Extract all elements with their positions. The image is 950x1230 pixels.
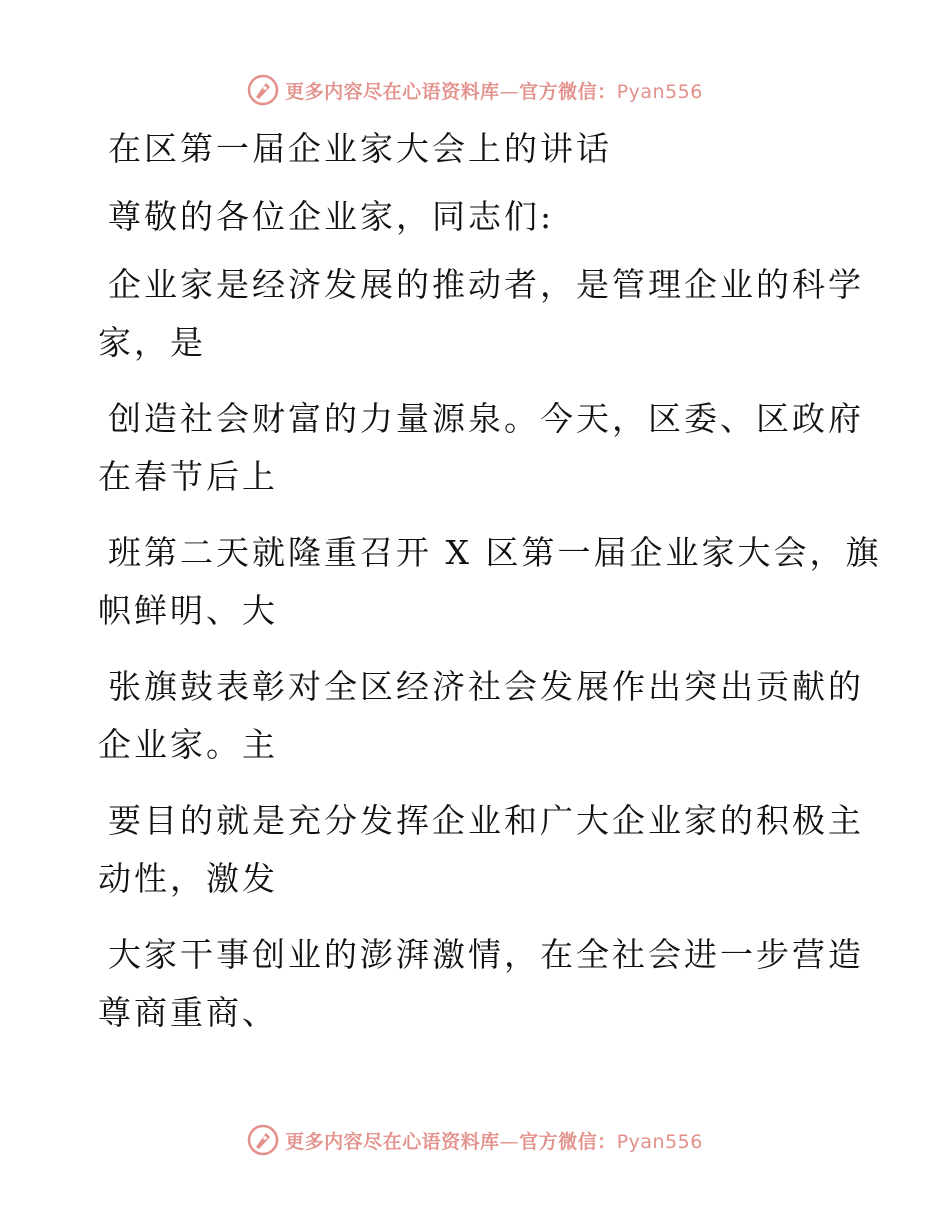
paragraph-line: 尊商重商、	[98, 993, 278, 1032]
paragraph	[98, 256, 868, 372]
paragraph-line: 动性，激发	[98, 859, 278, 898]
header-watermark	[0, 70, 950, 110]
paragraph-line: 在春节后上	[98, 457, 278, 496]
paragraph	[98, 792, 868, 908]
paragraph	[98, 524, 882, 640]
document-body	[98, 120, 882, 1042]
paragraph-line: 企业家。主	[98, 725, 278, 764]
paragraph-line: 企业家是经济发展的推动者，是管理企业的科学	[108, 265, 864, 304]
paragraph-line: 帜鲜明、大	[98, 591, 278, 630]
paragraph-line: 家，是	[98, 323, 206, 362]
footer-watermark	[0, 1120, 950, 1160]
paragraph-line: 大家干事创业的澎湃激情，在全社会进一步营造	[108, 935, 864, 974]
paragraph-line: 创造社会财富的力量源泉。今天，区委、区政府	[108, 399, 864, 438]
paragraph	[98, 658, 868, 774]
pen-nib-logo-icon	[247, 74, 279, 106]
document-title: 在区第一届企业家大会上的讲话	[108, 129, 612, 168]
salutation: 尊敬的各位企业家，同志们:	[108, 197, 555, 236]
paragraph	[98, 926, 868, 1042]
paragraph-line: 张旗鼓表彰对全区经济社会发展作出突出贡献的	[108, 667, 864, 706]
watermark-text: 更多内容尽在心语资料库—官方微信：Pyan556	[285, 80, 703, 103]
watermark-text: 更多内容尽在心语资料库—官方微信：Pyan556	[285, 1130, 703, 1153]
paragraph-line: 班第二天就隆重召开 X 区第一届企业家大会，旗	[108, 533, 882, 572]
paragraph	[98, 390, 868, 506]
paragraph-line: 要目的就是充分发挥企业和广大企业家的积极主	[108, 801, 864, 840]
pen-nib-logo-icon	[247, 1124, 279, 1156]
